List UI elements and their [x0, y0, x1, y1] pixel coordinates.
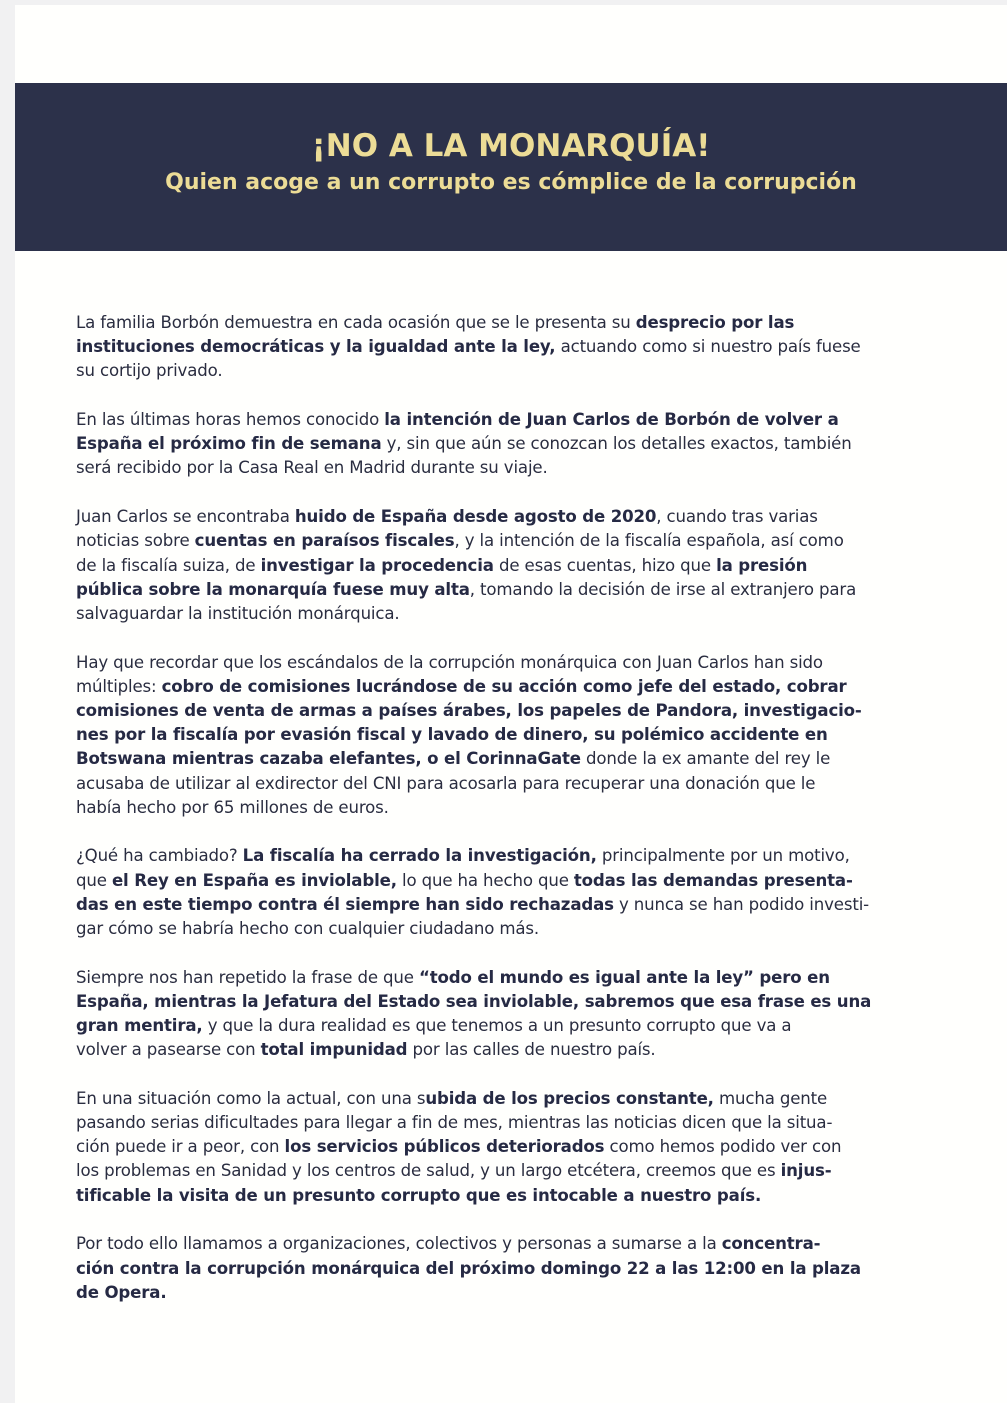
bold-text: tificable la visita de un presunto corrupto que es intocable a nuestro país.: [76, 1185, 762, 1205]
bold-text: los servicios públicos deteriorados: [284, 1137, 605, 1157]
bold-text: nes por la fiscalía por evasión fiscal y lavado de dinero, su polémico accidente en: [76, 725, 828, 745]
paragraph-line: [76, 602, 926, 626]
paragraph-line: [76, 675, 926, 699]
bold-text: la intención de Juan Carlos de Borbón de volver a: [384, 410, 839, 430]
paragraph-line: [76, 990, 926, 1014]
paragraph-line: [76, 723, 926, 747]
text-run: actuando como si nuestro país fuese: [555, 337, 861, 357]
paragraph-line: [76, 578, 926, 602]
paragraph-line: [76, 651, 926, 675]
text-run: principalmente por un motivo,: [596, 846, 850, 866]
paragraph: [76, 966, 926, 1063]
text-run: su cortijo privado.: [76, 361, 223, 381]
bold-text: instituciones democráticas y la igualdad ante la ley,: [76, 337, 556, 357]
text-run: noticias sobre: [76, 531, 195, 551]
paragraph-line: [76, 1135, 926, 1159]
paragraph: [76, 311, 926, 384]
text-run: ción puede ir a peor, con: [76, 1137, 285, 1157]
text-run: Por todo ello llamamos a organizaciones, colectivos y personas a sumarse a la: [76, 1234, 722, 1254]
paragraph-line: [76, 1257, 926, 1281]
text-run: Juan Carlos se encontraba: [76, 507, 295, 527]
paragraph: [76, 408, 926, 481]
paragraph-line: [76, 1087, 926, 1111]
text-run: los problemas en Sanidad y los centros de salud, y un largo etcétera, creemos que es: [76, 1161, 781, 1181]
bold-text: cuentas en paraísos fiscales: [194, 531, 455, 551]
paragraph-line: [76, 796, 926, 820]
text-run: gar cómo se habría hecho con cualquier ciudadano más.: [76, 918, 540, 938]
bold-text: injus-: [780, 1161, 832, 1181]
bold-text: concentra-: [721, 1234, 821, 1254]
banner-title: ¡NO A LA MONARQUÍA!: [311, 128, 711, 164]
bold-text: investigar la procedencia: [260, 555, 494, 575]
text-run: , y la intención de la fiscalía española, así como: [454, 531, 844, 551]
bold-text: la presión: [716, 555, 808, 575]
bold-text: comisiones de venta de armas a países árabes, los papeles de Pandora, investigacio-: [76, 700, 862, 720]
text-run: Siempre nos han repetido la frase de que: [76, 967, 419, 987]
paragraph-line: [76, 1111, 926, 1135]
paragraph: [76, 651, 926, 820]
paragraph-line: [76, 893, 926, 917]
text-run: que: [76, 870, 112, 890]
text-run: acusaba de utilizar al exdirector del CNI para acosarla para recuperar una donación que le: [76, 773, 816, 793]
text-run: mucha gente: [713, 1088, 828, 1108]
paragraph-line: [76, 1281, 926, 1305]
bold-text: ción contra la corrupción monárquica del próximo domingo 22 a las 12:00 en la plaza: [76, 1258, 861, 1278]
text-run: pasando serias dificultades para llegar a fin de mes, mientras las noticias dicen que la situa-: [76, 1113, 833, 1133]
text-run: En las últimas horas hemos conocido: [76, 410, 385, 430]
paragraph-line: [76, 432, 926, 456]
text-run: y que la dura realidad es que tenemos a un presunto corrupto que va a: [202, 1016, 792, 1035]
bold-text: huido de España desde agosto de 2020: [294, 507, 657, 527]
bold-text: el Rey en España es inviolable,: [111, 870, 397, 890]
paragraph-line: [76, 1038, 926, 1062]
paragraph-line: [76, 1232, 926, 1256]
bold-text: pública sobre la monarquía fuese muy alta: [76, 579, 470, 599]
header-banner: [15, 83, 1007, 251]
paragraph-line: [76, 408, 926, 432]
text-run: Hay que recordar que los escándalos de la corrupción monárquica con Juan Carlos han sido: [76, 652, 823, 672]
paragraph-line: [76, 772, 926, 796]
text-run: de la fiscalía suiza, de: [76, 555, 261, 575]
bold-text: das en este tiempo contra él siempre han sido rechazadas: [76, 894, 614, 914]
bold-text: gran mentira,: [76, 1016, 203, 1035]
text-run: como hemos podido ver con: [604, 1137, 842, 1157]
paragraph-line: [76, 1014, 926, 1038]
bold-text: todas las demandas presenta-: [573, 870, 853, 890]
paragraph-line: [76, 1159, 926, 1183]
text-run: de esas cuentas, hizo que: [493, 555, 717, 575]
bold-text: ubida de los precios constante,: [425, 1088, 714, 1108]
paragraph: [76, 1232, 926, 1305]
bold-text: La fiscalía ha cerrado la investigación,: [242, 846, 597, 866]
bold-text: Botswana mientras cazaba elefantes, o el CorinnaGate: [76, 749, 581, 769]
text-run: salvaguardar la institución monárquica.: [76, 603, 400, 623]
text-run: será recibido por la Casa Real en Madrid durante su viaje.: [76, 458, 548, 478]
text-run: volver a pasearse con: [76, 1040, 261, 1060]
bold-text: “todo el mundo es igual ante la ley” pero en: [418, 967, 830, 987]
bold-text: de Opera.: [76, 1282, 167, 1302]
text-run: La familia Borbón demuestra en cada ocasión que se le presenta su: [76, 313, 636, 332]
text-run: donde la ex amante del rey le: [580, 749, 831, 769]
paragraph-line: [76, 335, 926, 359]
text-run: había hecho por 65 millones de euros.: [76, 797, 389, 817]
text-run: ¿Qué ha cambiado?: [76, 846, 243, 866]
paragraph: [76, 1087, 926, 1208]
paragraph-line: [76, 505, 926, 529]
text-run: múltiples:: [76, 676, 162, 696]
paragraph: [76, 844, 926, 941]
paragraph-line: [76, 917, 926, 941]
paragraph-line: [76, 554, 926, 578]
text-run: , tomando la decisión de irse al extranjero para: [469, 579, 857, 599]
banner-subtitle: Quien acoge a un corrupto es cómplice de la corrupción: [165, 170, 857, 195]
paragraph-line: [76, 844, 926, 868]
paragraph-line: [76, 311, 926, 335]
text-run: por las calles de nuestro país.: [407, 1040, 656, 1060]
paragraph-line: [76, 1184, 926, 1208]
body-text: [76, 311, 926, 1329]
paragraph-line: [76, 966, 926, 990]
paragraph-line: [76, 359, 926, 383]
text-run: En una situación como la actual, con una s: [76, 1088, 426, 1108]
text-run: y, sin que aún se conozcan los detalles exactos, también: [381, 434, 852, 454]
bold-text: España, mientras la Jefatura del Estado sea inviolable, sabremos que esa frase es una: [76, 991, 872, 1011]
bold-text: España el próximo fin de semana: [76, 434, 382, 454]
paragraph-line: [76, 529, 926, 553]
bold-text: cobro de comisiones lucrándose de su acción como jefe del estado, cobrar: [161, 676, 847, 696]
paragraph-line: [76, 699, 926, 723]
paragraph-line: [76, 869, 926, 893]
paragraph-line: [76, 456, 926, 480]
paragraph-line: [76, 747, 926, 771]
paragraph: [76, 505, 926, 626]
bold-text: total impunidad: [260, 1040, 408, 1060]
text-run: lo que ha hecho que: [396, 870, 574, 890]
text-run: , cuando tras varias: [656, 507, 818, 527]
text-run: y nunca se han podido investi-: [613, 894, 870, 914]
bold-text: desprecio por las: [635, 313, 795, 332]
